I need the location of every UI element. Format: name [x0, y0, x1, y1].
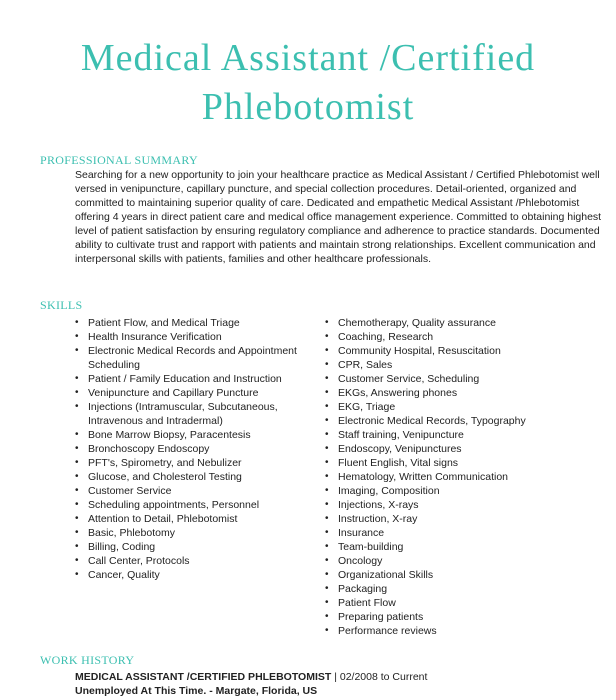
skill-item: • Customer Service, Scheduling [325, 372, 565, 386]
skill-item: • Oncology [325, 554, 565, 568]
skill-item: • Injections, X-rays [325, 498, 565, 512]
skill-item: • Performance reviews [325, 624, 565, 638]
professional-summary-heading: PROFESSIONAL SUMMARY [40, 153, 198, 167]
skill-item: • Chemotherapy, Quality assurance [325, 316, 565, 330]
skill-item: • Health Insurance Verification [75, 330, 315, 344]
skill-item: • Team-building [325, 540, 565, 554]
skill-item: • Patient Flow [325, 596, 565, 610]
skill-item: • Preparing patients [325, 610, 565, 624]
skill-item: • Community Hospital, Resuscitation [325, 344, 565, 358]
skill-item: • Patient / Family Education and Instruction [75, 372, 315, 386]
skill-item: • PFT's, Spirometry, and Nebulizer [75, 456, 315, 470]
skills-list-left [75, 316, 315, 582]
skill-item: • Electronic Medical Records, Typography [325, 414, 565, 428]
skills-list-right [325, 316, 565, 638]
skill-item: • Hematology, Written Communication [325, 470, 565, 484]
skill-item: • Glucose, and Cholesterol Testing [75, 470, 315, 484]
skills-heading: SKILLS [40, 298, 83, 312]
skill-item: • Fluent English, Vital signs [325, 456, 565, 470]
skill-item: • Basic, Phlebotomy [75, 526, 315, 540]
skill-item: • Bone Marrow Biopsy, Paracentesis [75, 428, 315, 442]
professional-summary-text: Searching for a new opportunity to join your healthcare practice as Medical Assistant / Certified Phlebotomist well versed in venipuncture, capillary puncture, and special collection procedures. Detail-oriented, organized and committed to maintaining superior quality of care. Dedicated and empathetic Medical Assistant /Phlebotomist offering 4 years in direct patient care and medical office management experience. Committed to obtaining highest level of patient satisfaction by ensuring regulatory compliance and adherence to practice standards. Documented ability to cultivate trust and rapport with patients and maintain strong relationships. Excellent communication and interpersonal skills with patients, families and other healthcare professionals. [75, 169, 602, 265]
job-title-line [75, 670, 427, 684]
skill-item: • Imaging, Composition [325, 484, 565, 498]
employer-line: Unemployed At This Time. - Margate, Florida, US [75, 685, 318, 697]
job-title: MEDICAL ASSISTANT /CERTIFIED PHLEBOTOMIST [75, 671, 332, 683]
skill-item: • Scheduling appointments, Personnel [75, 498, 315, 512]
skill-item: • EKG, Triage [325, 400, 565, 414]
skill-item: • Packaging [325, 582, 565, 596]
skill-item: • Coaching, Research [325, 330, 565, 344]
skill-item: • Attention to Detail, Phlebotomist [75, 512, 315, 526]
job-dates: | 02/2008 to Current [331, 671, 428, 683]
skill-item: • Customer Service [75, 484, 315, 498]
skill-item: • Insurance [325, 526, 565, 540]
skill-item: • Bronchoscopy Endoscopy [75, 442, 315, 456]
skill-item: • Billing, Coding [75, 540, 315, 554]
title-line-2: Phlebotomist [201, 86, 415, 128]
skill-item: • Endoscopy, Venipunctures [325, 442, 565, 456]
resume-title [0, 34, 616, 132]
skill-item: • Venipuncture and Capillary Puncture [75, 386, 315, 400]
skill-item: • CPR, Sales [325, 358, 565, 372]
skill-item: • Injections (Intramuscular, Subcutaneous, Intravenous and Intradermal) [75, 400, 315, 428]
skill-item: • Electronic Medical Records and Appointment Scheduling [75, 344, 315, 372]
skill-item: • Organizational Skills [325, 568, 565, 582]
work-history-heading: WORK HISTORY [40, 653, 135, 667]
skill-item: • Staff training, Venipuncture [325, 428, 565, 442]
skill-item: • Instruction, X-ray [325, 512, 565, 526]
skill-item: • Patient Flow, and Medical Triage [75, 316, 315, 330]
skill-item: • Cancer, Quality [75, 568, 315, 582]
skill-item: • Call Center, Protocols [75, 554, 315, 568]
title-line-1: Medical Assistant /Certified [80, 37, 536, 79]
skill-item: • EKGs, Answering phones [325, 386, 565, 400]
